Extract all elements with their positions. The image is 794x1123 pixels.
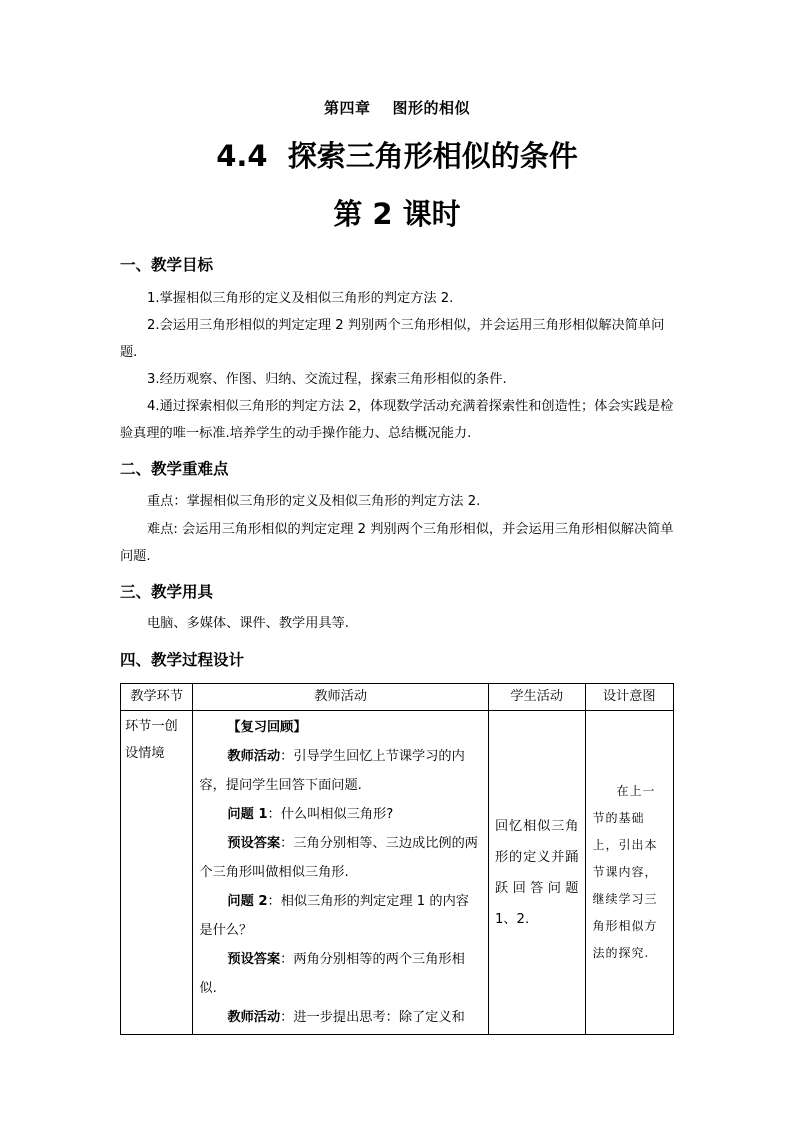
chapter-title: 图形的相似 [392,99,471,117]
difficulty-label: 难点: [147,522,178,537]
key-point-text: 掌握相似三角形的定义及相似三角形的判定方法 2. [186,494,481,509]
chapter-heading [0,97,794,118]
answer-2 [199,945,482,1003]
answer-1 [199,829,482,887]
objective-item: 2.会运用三角形相似的判定定理 2 判别两个三角形相似，并会运用三角形相似解决简单问题. [120,318,665,360]
answer-label: 预设答案 [227,952,281,967]
objective-item: 3.经历观察、作图、归纳、交流过程，探索三角形相似的条件. [147,372,507,387]
table-header-row [121,684,674,711]
section-heading-objectives: 一、教学目标 [120,256,214,274]
section-heading-process: 四、教学过程设计 [120,651,245,669]
objective-item: 4.通过探索相似三角形的判定方法 2，体现数学活动充满着探索性和创造性；体会实践是检验真理的唯一标准.培养学生的动手操作能力、总结概况能力. [120,399,674,441]
teacher-activity-text: ：引导学生回忆上节课学习的内容，提问学生回答下面问题. [199,749,465,793]
teacher-activity-label: 教师活动 [227,1010,281,1025]
header-stage: 教学环节 [121,684,193,711]
lesson-process-table [120,683,674,1035]
key-point [120,488,676,515]
teacher-activity-1 [199,742,482,800]
header-design: 设计意图 [585,684,674,711]
question-1 [199,800,482,829]
design-intent-text: 在上一节的基础上，引出本节课内容，继续学习三角形相似方法的探究. [592,784,658,960]
lesson-title: 4.4 探索三角形相似的条件 [216,139,578,173]
stage-cell: 环节一创设情境 [121,711,193,1035]
answer-text: ：三角分别相等、三边成比例的两个三角形叫做相似三角形. [199,836,478,880]
teacher-activity-cell [193,711,489,1035]
tools-text: 电脑、多媒体、课件、教学用具等. [147,616,350,631]
header-teacher: 教师活动 [193,684,489,711]
answer-text: ：两角分别相等的两个三角形相似. [199,952,465,996]
question-label: 问题 2 [227,894,268,909]
question-label: 问题 1 [227,807,268,822]
answer-label: 预设答案 [227,836,281,851]
student-activity-cell: 回忆相似三角形的定义并踊跃回答问题 1、2. [488,711,585,1035]
teacher-activity-2 [199,1003,482,1032]
objective-item: 1.掌握相似三角形的定义及相似三角形的判定方法 2. [147,291,454,306]
question-text: ：相似三角形的判定定理 1 的内容是什么？ [199,894,469,938]
section-heading-tools: 三、教学用具 [120,583,214,601]
teacher-activity-text: ：进一步提出思考：除了定义和 [280,1010,465,1025]
difficulty-point [120,516,676,570]
section-heading-key-points: 二、教学重难点 [120,460,229,478]
design-intent-cell [585,711,674,1035]
question-text: ：什么叫相似三角形? [267,807,394,822]
key-point-label: 重点： [147,494,187,509]
teacher-activity-label: 教师活动 [227,749,281,764]
table-row [121,711,674,1035]
chapter-number: 第四章 [323,99,371,117]
question-2 [199,887,482,945]
lesson-subtitle: 第 2 课时 [333,197,461,231]
header-student: 学生活动 [488,684,585,711]
difficulty-text: 会运用三角形相似的判定定理 2 判别两个三角形相似，并会运用三角形相似解决简单问题. [120,522,674,564]
review-heading: 【复习回顾】 [227,720,307,735]
